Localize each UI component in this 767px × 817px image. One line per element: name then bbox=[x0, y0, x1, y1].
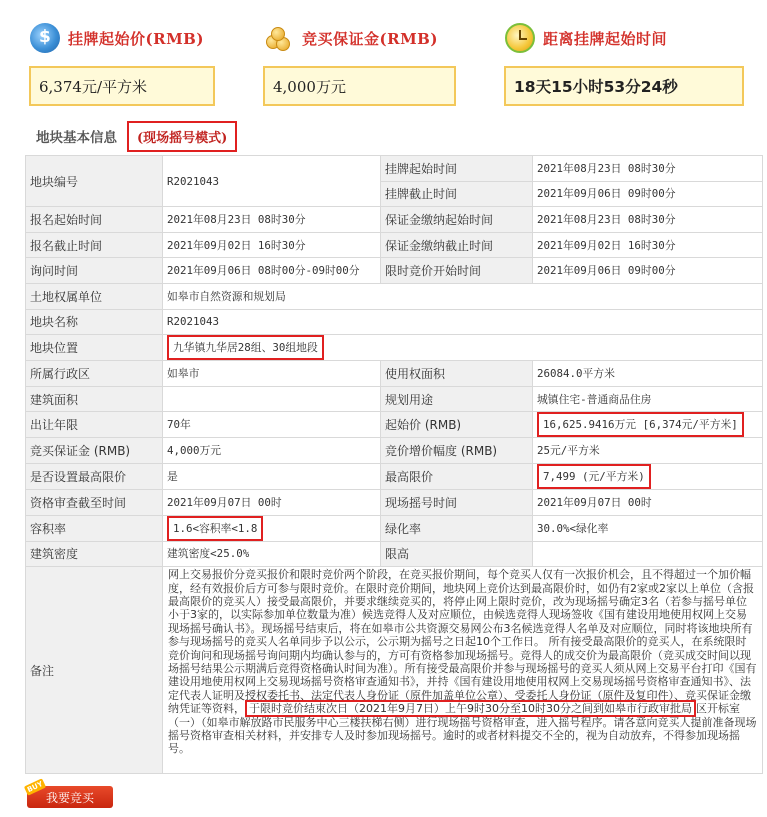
plot-no-value: R2021043 bbox=[163, 156, 381, 207]
qual-end-value: 2021年09月07日 00时 bbox=[163, 489, 381, 515]
stat-title: 竞买保证金(RMB) bbox=[302, 29, 438, 48]
stat-value-box bbox=[263, 66, 456, 106]
table-row bbox=[26, 412, 763, 438]
max-price-highlight: 7,499 (元/平方米) bbox=[537, 464, 651, 489]
district-label: 所属行政区 bbox=[26, 361, 163, 387]
deposit-value: 4,000万元 bbox=[163, 438, 381, 464]
reg-end-label: 报名截止时间 bbox=[26, 232, 163, 258]
section-title: 地块基本信息 bbox=[36, 130, 117, 146]
stat-value-box bbox=[504, 66, 744, 106]
table-row bbox=[26, 309, 763, 335]
deposit-end-label: 保证金缴纳截止时间 bbox=[381, 232, 533, 258]
note-part-c: 区开标室（一）（如皋市解放路市民服务中心三楼扶梯右侧）进行现场摇号资格审查，进入摇号程序。请各意向竞买人提前准备现场摇号资格审查相关材料，并安排专人及时参加现场摇号。逾时的或者材料提交不全的，视为自动放弃，不得参加现场摇号。 bbox=[168, 702, 757, 756]
deposit-start-label: 保证金缴纳起始时间 bbox=[381, 207, 533, 233]
qual-end-label: 资格审查截至时间 bbox=[26, 489, 163, 515]
table-row bbox=[26, 438, 763, 464]
coins-icon bbox=[264, 23, 294, 53]
inquiry-value: 2021年09月06日 08时00分-09时00分 bbox=[163, 258, 381, 284]
table-row bbox=[26, 386, 763, 412]
start-price-value: 6,374元/平方米 bbox=[39, 77, 147, 96]
height-label: 限高 bbox=[381, 541, 533, 567]
lottery-label: 现场摇号时间 bbox=[381, 489, 533, 515]
list-end-value: 2021年09月06日 09时00分 bbox=[533, 181, 763, 207]
max-price-cell bbox=[533, 463, 763, 489]
reg-start-label: 报名起始时间 bbox=[26, 207, 163, 233]
stat-value-box bbox=[29, 66, 215, 106]
table-row bbox=[26, 515, 763, 541]
plan-use-value: 城镇住宅-普通商品住房 bbox=[533, 386, 763, 412]
plot-no-label: 地块编号 bbox=[26, 156, 163, 207]
table-row bbox=[26, 207, 763, 233]
note-part-a: 网上交易报价分竞买报价和限时竞价两个阶段，在竞买报价期间，每个竞买人仅有一次报价机会，且不得超过一个加价幅度，经有效报价后方可参与限时竞价。在限时竞价期间，地块网上竞价达到最高限价时，如仍有2家或2家以上单位（含报最高限价的竞买人）接受最高限价，并要求继续竞买的，将停止网上限时竞价，改为现场摇号确定3名（若参与摇号单位小于3家的，以实际参加单位数量为准）候选竞得人及对应顺位，由候选竞得人现场签收《国有建设用地使用权网上交易现场摇号确认书》。现场摇号结束后，将在如皋市公共资源交易网公布3名候选竞得人名单及对应顺位，同时将该地块所有参与现场摇号的竞买人名单同步予以公示，公示期为摇号之日起10个工作日。 所有接受最高限价的竞买人，在系统限时竞价询问和现场摇号询问期内均确认参与的，方可有资格参加现场摇号。竞得人的成交价为最高限价（竞买成交时间以现场摇号结果公示期满后竞得资格确认时间为准）。所有接受最高限价并参与现场摇号的竞买人须从网上交易平台打印《国有建设用地使用权网上交易现场摇号资格审查通知书》，并持《国有建设用地使用权网上交易现场摇号资格审查通知书》、法定代表人证明及授权委托书、法定代表人身份证（原件加盖单位公章）、受委托人身份证（原件及复印件）、竞买保证金缴纳凭证等资料， bbox=[168, 568, 757, 716]
height-value bbox=[533, 541, 763, 567]
mode-tag: (现场摇号模式) bbox=[127, 121, 237, 152]
location-value bbox=[163, 335, 763, 361]
build-area-value bbox=[163, 386, 381, 412]
start-price-label: 起始价 (RMB) bbox=[381, 412, 533, 438]
density-value: 建筑密度<25.0% bbox=[163, 541, 381, 567]
plot-name-value: R2021043 bbox=[163, 309, 763, 335]
deposit-end-value: 2021年09月02日 16时30分 bbox=[533, 232, 763, 258]
countdown-value: 18天15小时53分24秒 bbox=[514, 78, 678, 96]
district-value: 如皋市 bbox=[163, 361, 381, 387]
has-max-label: 是否设置最高限价 bbox=[26, 463, 163, 489]
section-header bbox=[25, 119, 762, 153]
table-row bbox=[26, 463, 763, 489]
green-label: 绿化率 bbox=[381, 515, 533, 541]
owner-value: 如皋市自然资源和规划局 bbox=[163, 283, 763, 309]
plan-use-label: 规划用途 bbox=[381, 386, 533, 412]
money-bag-icon bbox=[30, 23, 60, 53]
table-row bbox=[26, 335, 763, 361]
start-price-highlight: 16,625.9416万元 [6,374元/平方米] bbox=[537, 412, 744, 437]
bid-button-label: BUY 我要竞买 bbox=[45, 790, 94, 805]
start-price-cell bbox=[533, 412, 763, 438]
table-row bbox=[26, 232, 763, 258]
max-price-label: 最高限价 bbox=[381, 463, 533, 489]
note-highlight: 于限时竞价结束次日（2021年9月7日）上午9时30分至10时30分之间到如皋市行政审批局 bbox=[245, 700, 696, 717]
increment-value: 25元/平方米 bbox=[533, 438, 763, 464]
table-row bbox=[26, 283, 763, 309]
plot-name-label: 地块名称 bbox=[26, 309, 163, 335]
density-label: 建筑密度 bbox=[26, 541, 163, 567]
owner-label: 土地权属单位 bbox=[26, 283, 163, 309]
bid-button[interactable] bbox=[27, 786, 113, 808]
location-label: 地块位置 bbox=[26, 335, 163, 361]
limited-start-value: 2021年09月06日 09时00分 bbox=[533, 258, 763, 284]
list-start-value: 2021年08月23日 08时30分 bbox=[533, 156, 763, 182]
stat-deposit bbox=[264, 20, 438, 56]
stat-countdown bbox=[505, 20, 667, 56]
table-row bbox=[26, 258, 763, 284]
table-row bbox=[26, 541, 763, 567]
deposit-label: 竞买保证金 (RMB) bbox=[26, 438, 163, 464]
table-row bbox=[26, 489, 763, 515]
build-area-label: 建筑面积 bbox=[26, 386, 163, 412]
reg-end-value: 2021年09月02日 16时30分 bbox=[163, 232, 381, 258]
has-max-value: 是 bbox=[163, 463, 381, 489]
increment-label: 竞价增价幅度 (RMB) bbox=[381, 438, 533, 464]
use-area-label: 使用权面积 bbox=[381, 361, 533, 387]
limited-start-label: 限时竞价开始时间 bbox=[381, 258, 533, 284]
inquiry-label: 询问时间 bbox=[26, 258, 163, 284]
term-label: 出让年限 bbox=[26, 412, 163, 438]
stat-title: 距离挂牌起始时间 bbox=[543, 29, 668, 48]
plot-info-table bbox=[25, 155, 763, 774]
clock-icon bbox=[505, 23, 535, 53]
far-cell bbox=[163, 515, 381, 541]
deposit-value: 4,000万元 bbox=[273, 77, 346, 96]
stat-title: 挂牌起始价(RMB) bbox=[68, 29, 204, 48]
table-row bbox=[26, 156, 763, 182]
note-text bbox=[163, 567, 763, 774]
stat-start-price bbox=[30, 20, 204, 56]
far-label: 容积率 bbox=[26, 515, 163, 541]
list-end-label: 挂牌截止时间 bbox=[381, 181, 533, 207]
table-row bbox=[26, 361, 763, 387]
table-row bbox=[26, 567, 763, 774]
use-area-value: 26084.0平方米 bbox=[533, 361, 763, 387]
lottery-value: 2021年09月07日 00时 bbox=[533, 489, 763, 515]
term-value: 70年 bbox=[163, 412, 381, 438]
far-highlight: 1.6<容积率<1.8 bbox=[167, 516, 263, 541]
note-label: 备注 bbox=[26, 567, 163, 774]
location-highlight: 九华镇九华居28组、30组地段 bbox=[167, 335, 324, 360]
list-start-label: 挂牌起始时间 bbox=[381, 156, 533, 182]
deposit-start-value: 2021年08月23日 08时30分 bbox=[533, 207, 763, 233]
reg-start-value: 2021年08月23日 08时30分 bbox=[163, 207, 381, 233]
green-value: 30.0%<绿化率 bbox=[533, 515, 763, 541]
